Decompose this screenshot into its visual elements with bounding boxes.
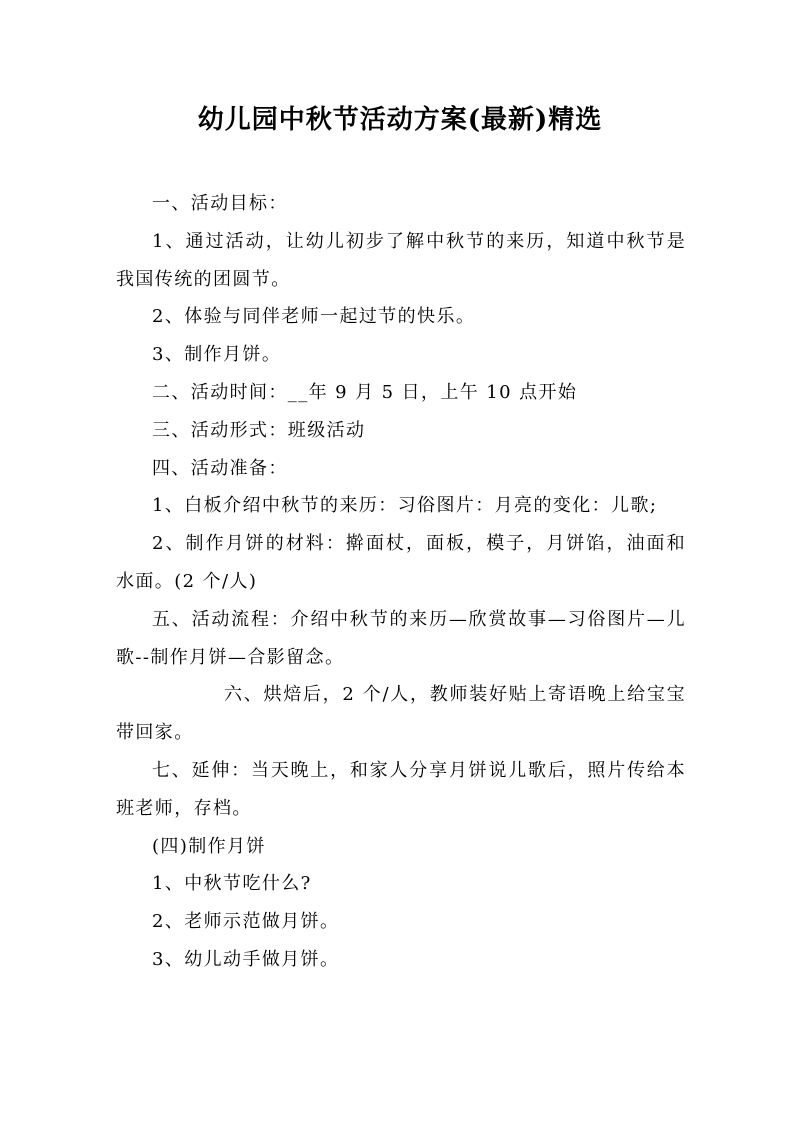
- goal-item-2: 2、体验与同伴老师一起过节的快乐。: [152, 306, 476, 328]
- activity-time: 二、活动时间：__年 9 月 5 日，上午 10 点开始: [152, 381, 578, 403]
- preparation-item-2: 2、制作月饼的材料：擀面杖，面板，模子，月饼馅，油面和水面。(2 个/人): [116, 533, 686, 592]
- heading-goals: 一、活动目标：: [152, 193, 288, 214]
- goal-item-3: 3、制作月饼。: [152, 344, 282, 366]
- step-item-3: 3、幼儿动手做月饼。: [152, 948, 340, 970]
- baking-note: 六、烘焙后，2 个/人，教师装好贴上寄语晚上给宝宝带回家。: [116, 684, 686, 744]
- activity-process: 五、活动流程：介绍中秋节的来历—欣赏故事—习俗图片—儿歌--制作月饼—合影留念。: [116, 608, 686, 668]
- document-title: 幼儿园中秋节活动方案(最新)精选: [197, 105, 603, 135]
- goal-item-1: 1、通过活动，让幼儿初步了解中秋节的来历，知道中秋节是我国传统的团圆节。: [116, 230, 686, 290]
- heading-preparation: 四、活动准备：: [152, 457, 288, 479]
- step-item-1: 1、中秋节吃什么?: [152, 873, 312, 895]
- heading-make-mooncakes: (四)制作月饼: [152, 835, 266, 857]
- step-item-2: 2、老师示范做月饼。: [152, 911, 340, 933]
- document-body: [116, 185, 686, 979]
- extension-note: 七、延伸：当天晚上，和家人分享月饼说儿歌后，照片传给本班老师，存档。: [116, 759, 686, 819]
- preparation-item-1: 1、白板介绍中秋节的来历：习俗图片：月亮的变化：儿歌;: [152, 495, 658, 517]
- activity-form: 三、活动形式：班级活动: [152, 419, 366, 441]
